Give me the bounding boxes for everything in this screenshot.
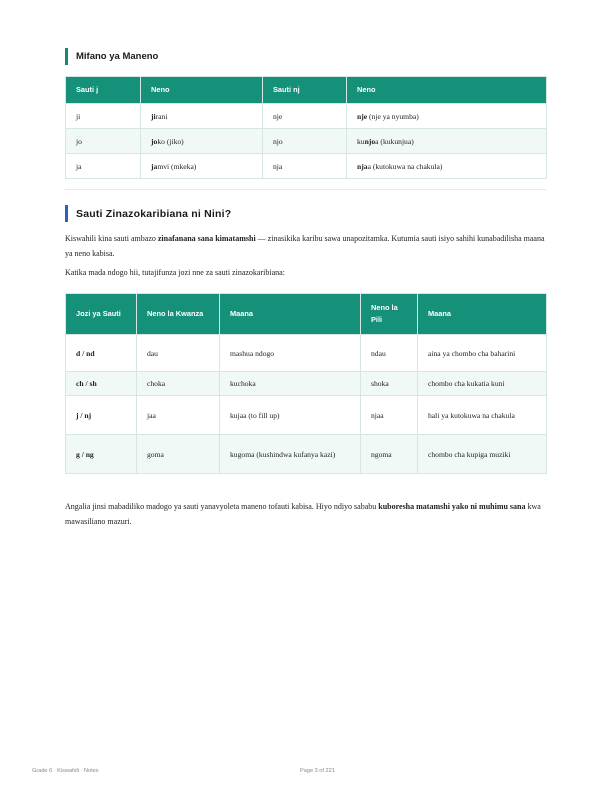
section-heading-mifano [65, 48, 158, 65]
table-row [66, 396, 547, 435]
word-highlight: ja [151, 161, 158, 171]
section-heading-sauti [65, 205, 231, 222]
second-word-cell: ngoma [361, 435, 418, 474]
column-header: Neno [347, 77, 547, 104]
table-header-row [66, 294, 547, 335]
pair-cell [66, 335, 137, 372]
word-rest: a (kutokuwa na chakula) [367, 161, 443, 171]
text-run: Kiswahili kina sauti ambazo [65, 234, 158, 243]
sound-pairs-table [65, 293, 547, 474]
column-header: Neno [141, 77, 263, 104]
footer-page-number: Page 3 of 221 [300, 768, 335, 774]
meaning-cell: aina ya chombo cha baharini [418, 335, 547, 372]
intro-paragraph [65, 232, 547, 261]
word-cell [141, 129, 263, 154]
table-row [66, 104, 547, 129]
first-word-cell: goma [137, 435, 220, 474]
word-highlight: nja [357, 161, 368, 171]
pair-text: g / ng [76, 449, 94, 459]
word-cell [141, 104, 263, 129]
pair-cell [66, 435, 137, 474]
conclusion-paragraph [65, 500, 547, 529]
table-row [66, 129, 547, 154]
meaning-cell: mashua ndogo [220, 335, 361, 372]
word-highlight: jo [151, 136, 158, 146]
pair-text: ch / sh [76, 379, 97, 388]
word-cell [141, 154, 263, 179]
meaning-cell: kujaa (to fill up) [220, 396, 361, 435]
pair-cell [66, 372, 137, 396]
column-header: Maana [418, 294, 547, 335]
column-header: Jozi ya Sauti [66, 294, 137, 335]
word-rest: mvi (mkeka) [157, 161, 197, 171]
second-word-cell: njaa [361, 396, 418, 435]
second-word-cell: ndau [361, 335, 418, 372]
text-run: kwa mawasiliano mazuri. [65, 502, 541, 526]
emphasis-text: zinafanana sana kimatamshi [157, 234, 256, 243]
text-run: Angalia jinsi mabadiliko madogo ya sauti yanavyoleta maneno tofauti kabisa. Hiyo ndiyo sababu [65, 502, 379, 511]
footer-course-label: Grade 6 · Kiswahili · Notes [32, 768, 99, 774]
table-row [66, 372, 547, 396]
word-highlight: ji [151, 111, 156, 121]
meaning-cell: chombo cha kupiga muziki [418, 435, 547, 474]
second-word-cell: shoka [361, 372, 418, 396]
word-prefix: ku [357, 136, 365, 146]
word-cell [347, 129, 547, 154]
meaning-cell: hali ya kutokuwa na chakula [418, 396, 547, 435]
table-header-row [66, 77, 547, 104]
word-highlight: njo [364, 136, 376, 146]
word-rest: rani [155, 111, 168, 121]
column-header: Sauti nj [263, 77, 347, 104]
column-header: Maana [220, 294, 361, 335]
pair-cell [66, 396, 137, 435]
first-word-cell: choka [137, 372, 220, 396]
sound-cell: ja [66, 154, 141, 179]
meaning-cell: kugoma (kushindwa kufanya kazi) [220, 435, 361, 474]
section-heading-text: Sauti Zinazokaribiana ni Nini? [76, 207, 232, 220]
section-divider [65, 189, 546, 190]
first-word-cell: dau [137, 335, 220, 372]
lead-paragraph: Katika mada ndogo hii, tutajifunza jozi nne za sauti zinazokaribiana: [65, 268, 285, 277]
pair-text: j / nj [76, 410, 92, 420]
pair-text: d / nd [76, 348, 95, 358]
table-row [66, 335, 547, 372]
examples-table [65, 76, 547, 179]
section-heading-text: Mifano ya Maneno [76, 51, 159, 62]
table-row [66, 154, 547, 179]
word-rest: ko (jiko) [157, 136, 184, 146]
word-rest: (nje ya nyumba) [367, 111, 419, 121]
word-highlight: nje [357, 111, 368, 121]
table-row [66, 435, 547, 474]
sound-cell: jo [66, 129, 141, 154]
sound-cell: nje [263, 104, 347, 129]
emphasis-text: kuboresha matamshi yako ni muhimu sana [378, 502, 526, 511]
meaning-cell: kuchoka [220, 372, 361, 396]
sound-cell: nja [263, 154, 347, 179]
meaning-cell: chombo cha kukatia kuni [418, 372, 547, 396]
word-rest: a (kukunjua) [375, 136, 414, 146]
sound-cell: ji [66, 104, 141, 129]
word-cell [347, 104, 547, 129]
column-header: Neno la Kwanza [137, 294, 220, 335]
sound-cell: njo [263, 129, 347, 154]
text-run: — zinasikika karibu sawa unapozitamka. Kutumia sauti isiyo sahihi kunabadilisha maana ya neno kabisa. [65, 234, 545, 258]
first-word-cell: jaa [137, 396, 220, 435]
column-header: Neno la Pili [361, 294, 418, 335]
word-cell [347, 154, 547, 179]
column-header: Sauti j [66, 77, 141, 104]
